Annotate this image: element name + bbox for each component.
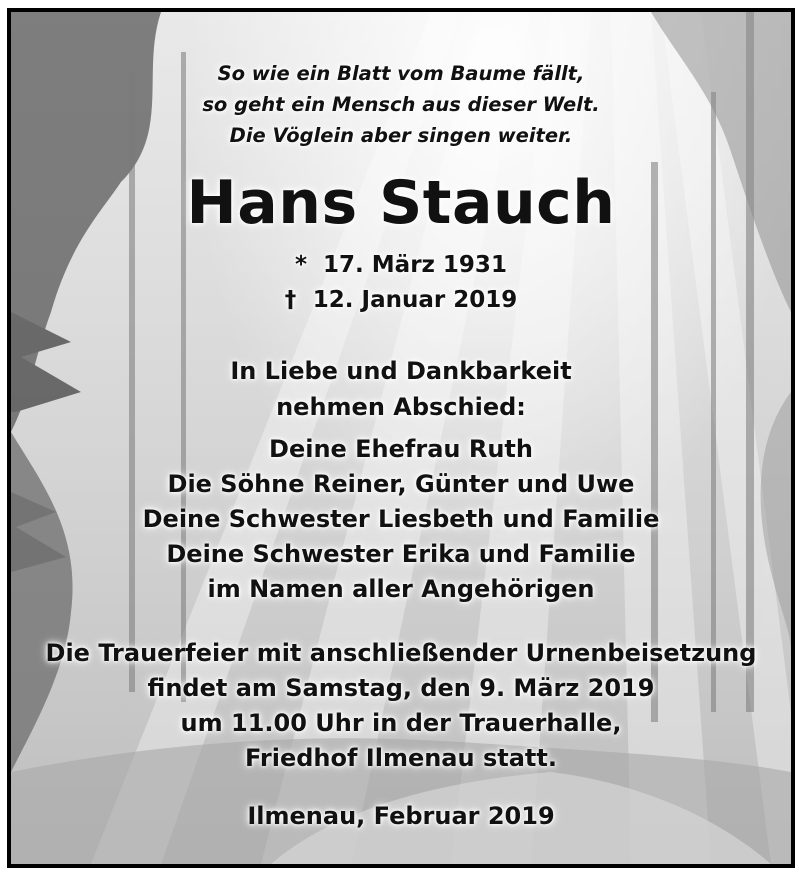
closing-place: Ilmenau, xyxy=(247,802,366,830)
quote-line: Die Vöglein aber singen weiter. xyxy=(229,124,573,147)
birth-date-row xyxy=(11,252,791,278)
mourner-line: Deine Schwester Erika und Familie xyxy=(166,540,636,568)
deceased-name: Hans Stauch xyxy=(186,168,616,238)
obituary-notice xyxy=(7,8,795,868)
death-date-row xyxy=(11,287,791,313)
ceremony-line: Friedhof Ilmenau statt. xyxy=(245,744,557,772)
closing-line xyxy=(11,802,791,830)
closing-date: Februar 2019 xyxy=(373,802,555,830)
ceremony-line: findet am Samstag, den 9. März 2019 xyxy=(147,674,655,702)
star-birth-icon: * xyxy=(295,252,308,278)
birth-date: 17. März 1931 xyxy=(323,252,507,278)
mourner-line: Deine Ehefrau Ruth xyxy=(269,435,533,463)
cross-death-icon: † xyxy=(284,287,297,313)
quote-line: so geht ein Mensch aus dieser Welt. xyxy=(202,93,600,116)
ceremony-line: Die Trauerfeier mit anschließender Urnenbeisetzung xyxy=(45,639,757,667)
farewell-line: nehmen Abschied: xyxy=(276,393,526,421)
farewell-line: In Liebe und Dankbarkeit xyxy=(230,357,572,385)
ceremony-line: um 11.00 Uhr in der Trauerhalle, xyxy=(180,709,622,737)
mourner-line: Deine Schwester Liesbeth und Familie xyxy=(142,505,660,533)
mourner-line: im Namen aller Angehörigen xyxy=(207,575,595,603)
mourner-line: Die Söhne Reiner, Günter und Uwe xyxy=(167,470,635,498)
quote-line: So wie ein Blatt vom Baume fällt, xyxy=(217,62,585,85)
death-date: 12. Januar 2019 xyxy=(312,287,518,313)
